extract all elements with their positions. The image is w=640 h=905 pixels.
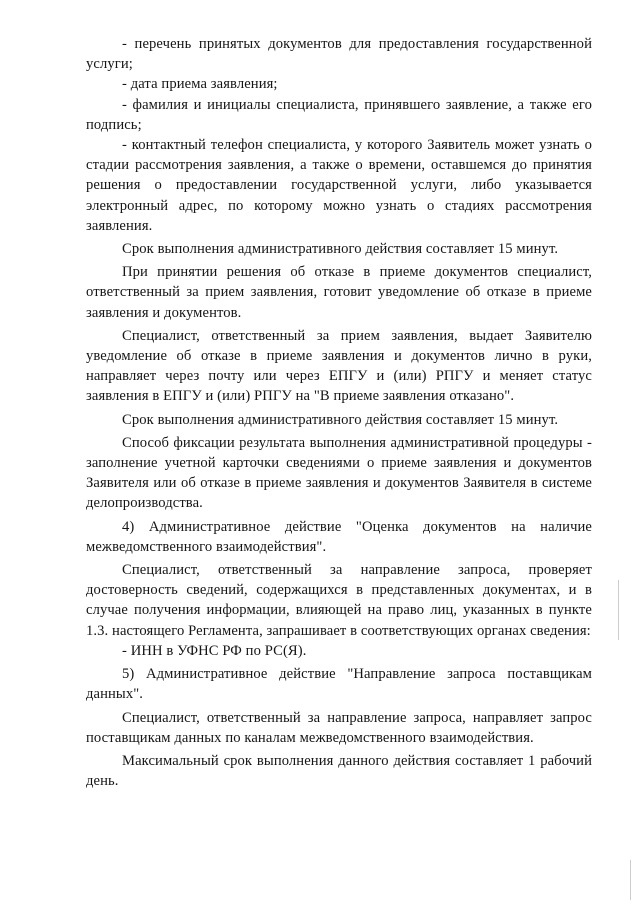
- paragraph: - ИНН в УФНС РФ по РС(Я).: [122, 642, 307, 659]
- paragraph: - фамилия и инициалы специалиста, принявшего заявление, а также его подпись;: [86, 96, 592, 133]
- scan-artifact: [630, 860, 631, 900]
- paragraph: - контактный телефон специалиста, у которого Заявитель может узнать о стадии рассмотрения заявления, а также о времени, оставшемся до принятия решения о предоставлении государственной услуги, либо указывается электронный адрес, по которому можно узнать о стадиях рассмотрения заявления.: [86, 137, 592, 234]
- paragraph: При принятии решения об отказе в приеме документов специалист, ответственный за прием заявления, готовит уведомление об отказе в приеме заявления и документов.: [86, 264, 592, 321]
- scan-artifact: [618, 580, 619, 640]
- paragraph: Срок выполнения административного действия составляет 15 минут.: [122, 411, 559, 428]
- paragraph: Специалист, ответственный за прием заявления, выдает Заявителю уведомление об отказе в приеме заявления и документов лично в руки, направляет через почту или через ЕПГУ и (или) РПГУ и меняет статус заявления в ЕПГУ и (или) РПГУ на "В приеме заявления отказано".: [86, 327, 592, 405]
- paragraph: Способ фиксации результата выполнения административной процедуры - заполнение учетной карточки сведениями о приеме заявления и документов Заявителя или об отказе в приеме заявления и документов Заявителя в системе делопроизводства.: [86, 434, 592, 512]
- paragraph: 5) Административное действие "Направление запроса поставщикам данных".: [86, 666, 592, 703]
- paragraph: Специалист, ответственный за направление запроса, проверяет достоверность сведений, содержащихся в представленных документах, и в случае получения информации, влияющей на право лиц, указанных в пункте 1.3. настоящего Регламента, запрашивает в соответствующих органах сведения:: [86, 562, 592, 639]
- paragraph: - дата приема заявления;: [122, 76, 278, 93]
- paragraph: Срок выполнения административного действия составляет 15 минут.: [122, 241, 559, 258]
- paragraph: Максимальный срок выполнения данного действия составляет 1 рабочий день.: [86, 752, 592, 790]
- paragraph: Специалист, ответственный за направление запроса, направляет запрос поставщикам данных по каналам межведомственного взаимодействия.: [86, 709, 592, 746]
- paragraph: 4) Административное действие "Оценка документов на наличие межведомственного взаимодействия".: [86, 518, 592, 555]
- paragraph: - перечень принятых документов для предоставления государственной услуги;: [86, 36, 592, 73]
